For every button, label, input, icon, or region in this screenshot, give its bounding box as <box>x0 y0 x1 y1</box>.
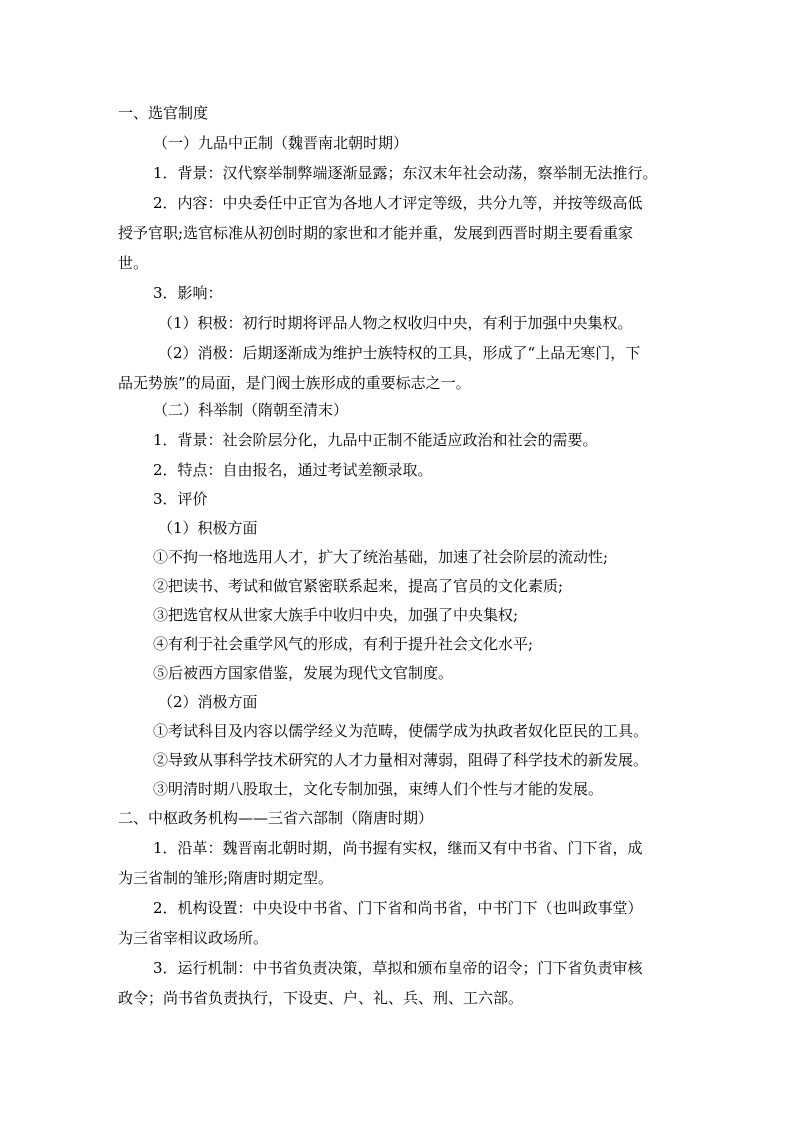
keju-heading: （二）科举制（隋朝至清末） <box>153 401 349 419</box>
section1-heading: 一、选官制度 <box>118 104 209 122</box>
jiupin-impact-heading: 3．影响： <box>153 284 223 302</box>
keju-background: 1．背景：社会阶层分化，九品中正制不能适应政治和社会的需要。 <box>153 431 598 449</box>
keju-positive-item: ①不拘一格地选用人才，扩大了统治基础，加速了社会阶层的流动性; <box>153 548 609 566</box>
sansheng-setup-line2: 为三省宰相议政场所。 <box>118 929 269 947</box>
keju-negative-item: ①考试科目及内容以儒学经义为范畴，使儒学成为执政者奴化臣民的工具。 <box>153 722 649 740</box>
jiupin-negative-line1: （2）消极：后期逐渐成为维护士族特权的工具，形成了“上品无寒门，下 <box>158 344 641 362</box>
jiupin-background: 1．背景：汉代察举制弊端逐渐显露；东汉末年社会动荡，察举制无法推行。 <box>153 164 658 182</box>
section2-heading: 二、中枢政务机构——三省六部制（隋唐时期） <box>118 809 434 827</box>
sansheng-evolution-line1: 1．沿革：魏晋南北朝时期，尚书握有实权，继而又有中书省、门下省，成 <box>153 839 643 857</box>
jiupin-content-line2: 授予官职;选官标准从初创时期的家世和才能并重，发展到西晋时期主要看重家 <box>118 224 634 242</box>
keju-positive-item: ④有利于社会重学风气的形成，有利于提升社会文化水平; <box>153 635 534 653</box>
keju-negative-item: ②导致从事科学技术研究的人才力量相对薄弱，阻碍了科学技术的新发展。 <box>153 751 649 769</box>
jiupin-content-line1: 2．内容：中央委任中正官为各地人才评定等级，共分九等，并按等级高低 <box>153 194 643 212</box>
sansheng-mechanism-line2: 政令；尚书省负责执行，下设吏、户、礼、兵、刑、工六部。 <box>118 989 524 1007</box>
keju-positive-item: ②把读书、考试和做官紧密联系起来，提高了官员的文化素质; <box>153 577 564 595</box>
sansheng-mechanism-line1: 3．运行机制：中书省负责决策，草拟和颁布皇帝的诏令；门下省负责审核 <box>153 959 643 977</box>
keju-positive-heading: （1）积极方面 <box>158 519 258 537</box>
jiupin-negative-line2: 品无势族”的局面，是门阀士族形成的重要标志之一。 <box>118 374 471 392</box>
sansheng-setup-line1: 2．机构设置：中央设中书省、门下省和尚书省，中书门下（也叫政事堂） <box>153 899 643 917</box>
keju-positive-item: ⑤后被西方国家借鉴，发展为现代文官制度。 <box>153 664 454 682</box>
keju-features: 2．特点：自由报名，通过考试差额录取。 <box>153 461 433 479</box>
jiupin-heading: （一）九品中正制（魏晋南北朝时期） <box>153 134 409 152</box>
keju-positive-item: ③把选官权从世家大族手中收归中央，加强了中央集权; <box>153 606 519 624</box>
keju-negative-item: ③明清时期八股取士，文化专制加强，束缚人们个性与才能的发展。 <box>153 780 604 798</box>
sansheng-evolution-line2: 为三省制的雏形;隋唐时期定型。 <box>118 869 334 887</box>
keju-negative-heading: （2）消极方面 <box>158 693 258 711</box>
jiupin-positive: （1）积极：初行时期将评品人物之权收归中央，有利于加强中央集权。 <box>158 314 633 332</box>
keju-evaluation-heading: 3．评价 <box>153 490 208 508</box>
jiupin-content-line3: 世。 <box>118 254 149 272</box>
